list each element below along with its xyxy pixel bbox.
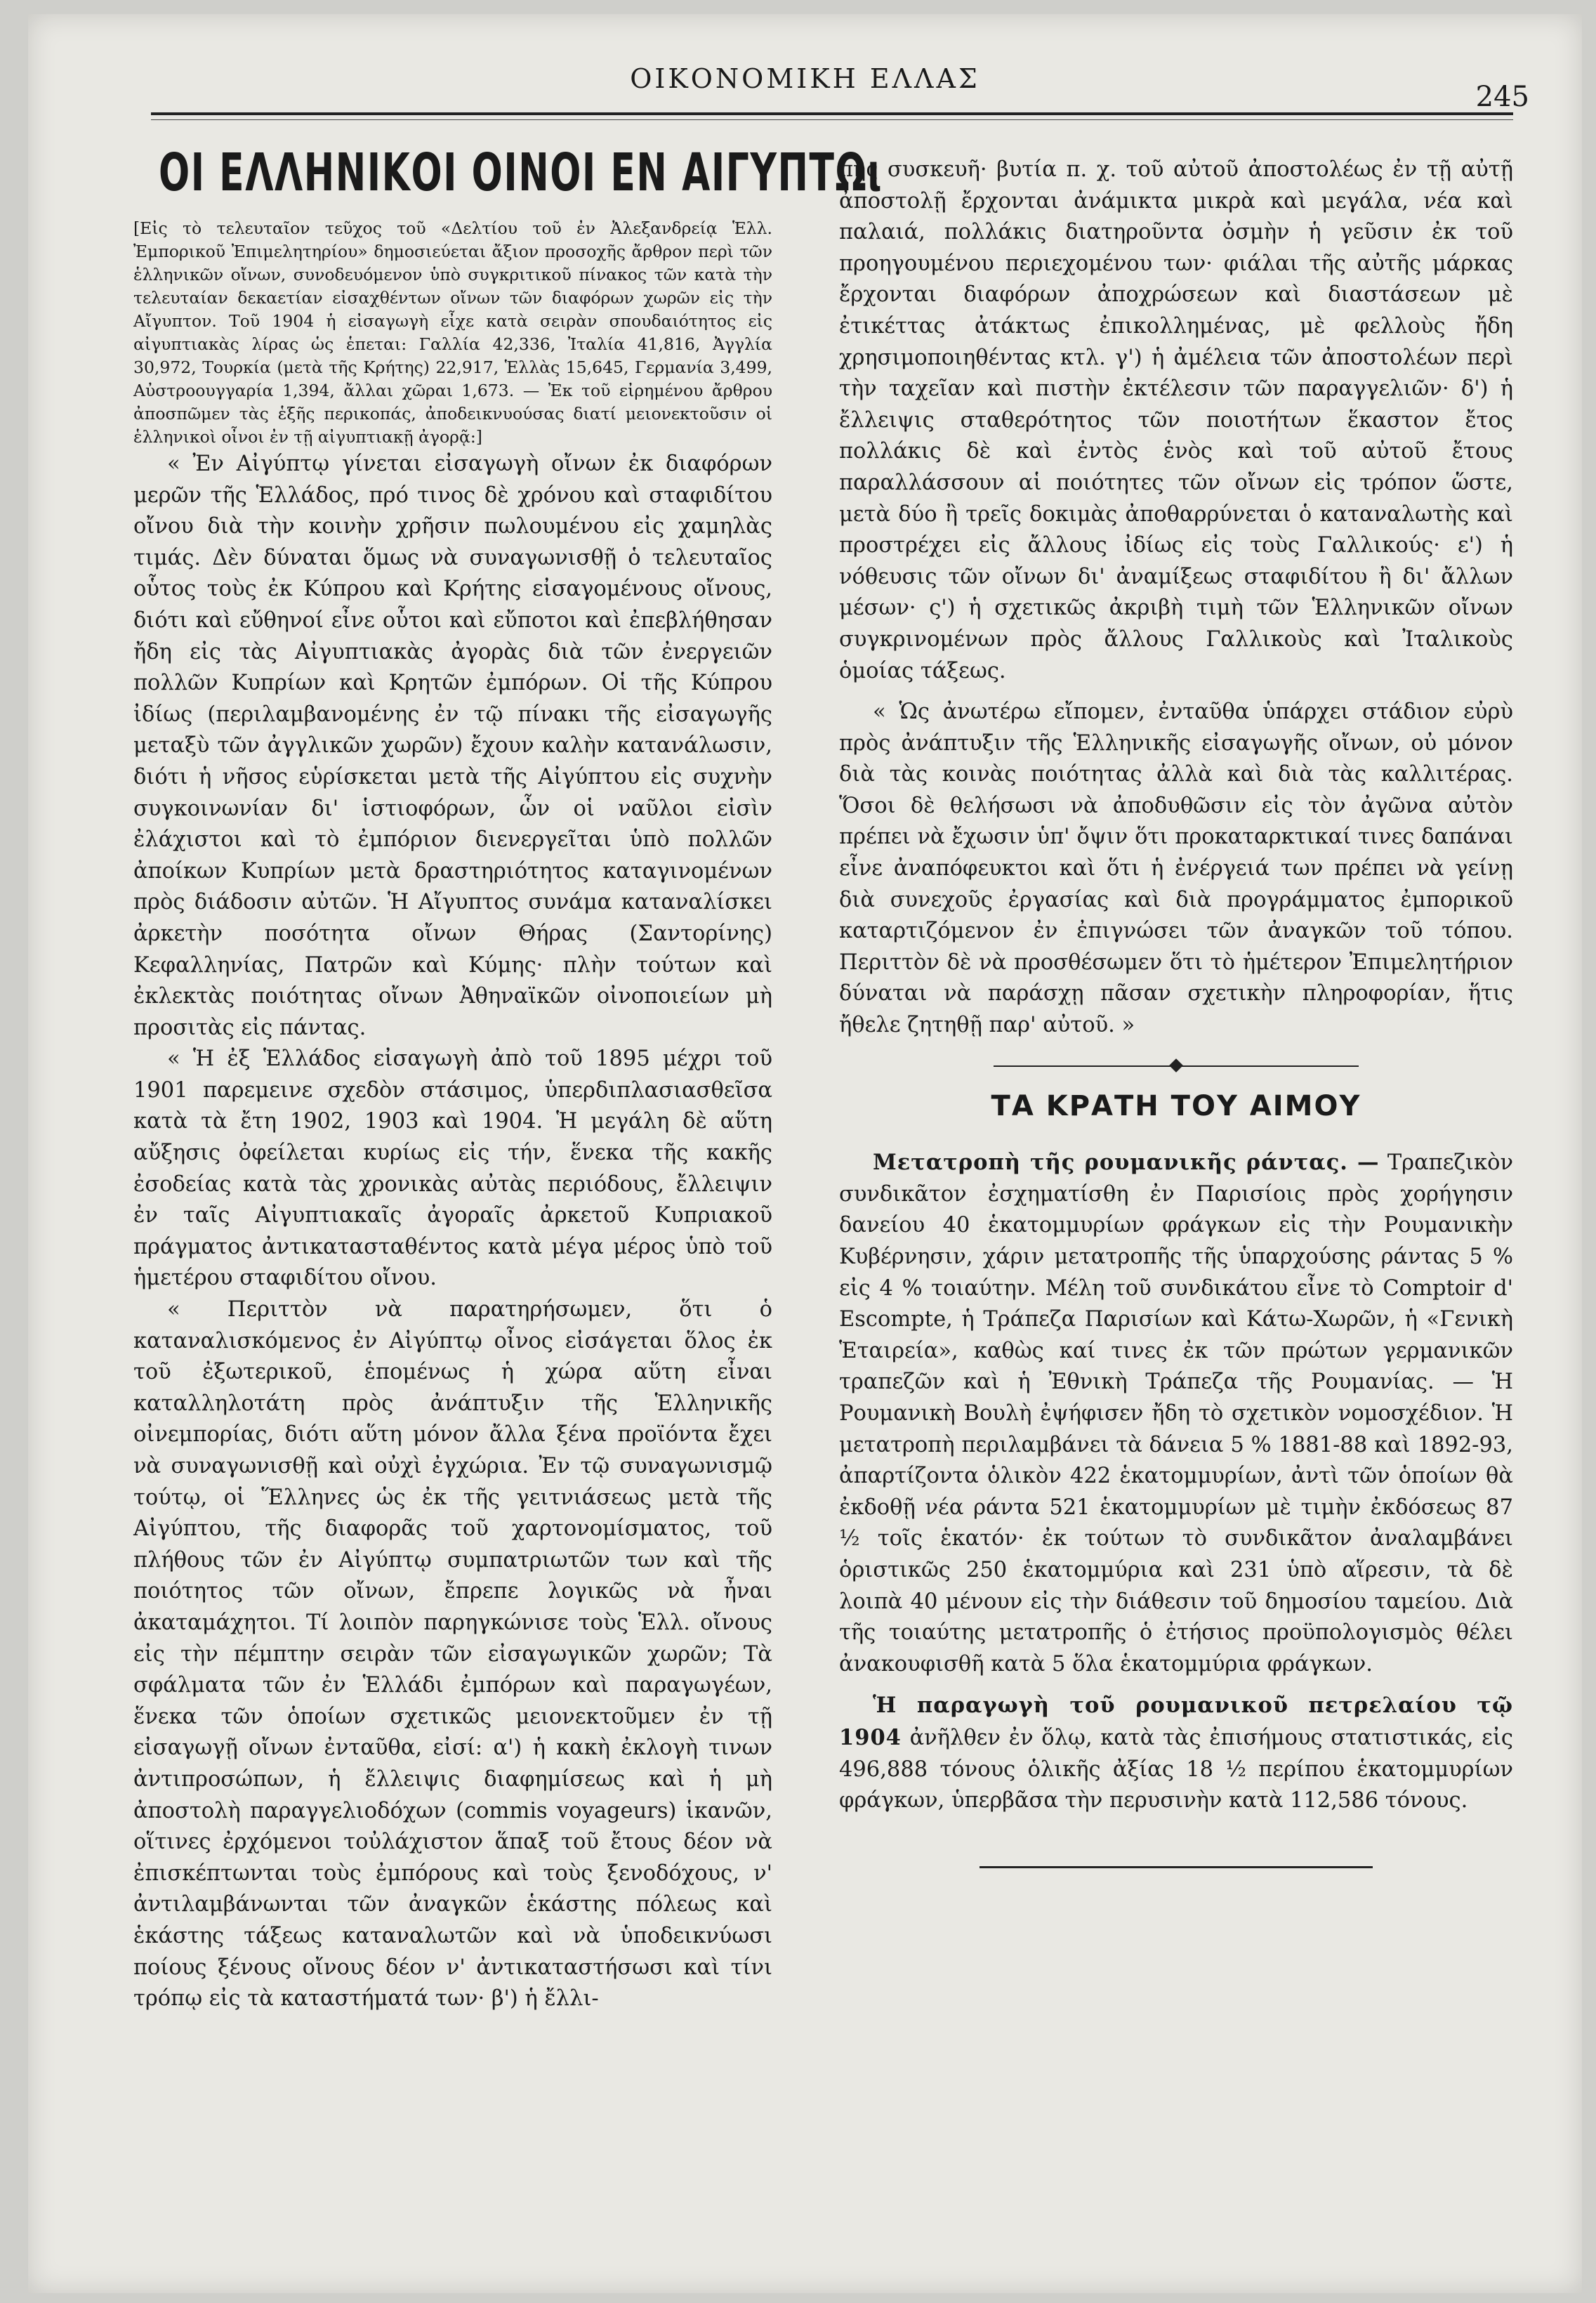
page [28, 14, 1582, 2293]
left-column [133, 137, 883, 2015]
section-title: ΤΑ ΚΡΑΤΗ ΤΟΥ ΑΙΜΟΥ [991, 1089, 1361, 1122]
subsection-text: ἀνῆλθεν ἐν ὅλῳ, κατὰ τὰς ἐπισήμους στατιστικάς, εἰς 496,888 τόνους ὁλικῆς ἀξίας 18 ½ περίπου ἑκατομμυρίων φράγκων, ὑπερβᾶσα τὴν περυσινὴν κατὰ 112,586 τόνους. [839, 1725, 1513, 1813]
paragraph-continued: πὴς συσκευῆ· βυτία π. χ. τοῦ αὐτοῦ ἀποστολέως ἐν τῇ αὐτῇ ἀποστολῇ ἔρχονται ἀνάμικτα μικρὰ καὶ μεγάλα, νέα καὶ παλαιά, πολλάκις διατηροῦντα ὀσμὴν ἡ γεῦσιν ἐκ τοῦ προηγουμένου περιεχομένου των· φιάλαι τῆς αὐτῆς μάρκας ἔρχονται διαφόρων ἀποχρώσεων καὶ διαστάσεων μὲ ἐτικέττας ἀτάκτως ἐπικολλημένας, μὲ φελλοὺς ἤδη χρησιμοποιηθέντας κτλ. γ') ἡ ἀμέλεια τῶν ἀποστολέων περὶ τὴν ταχεῖαν καὶ πιστὴν ἐκτέλεσιν τῶν παραγγελιῶν· δ') ἡ ἔλλειψις σταθερότητος τῶν ποιοτήτων ἕκαστον ἔτος πολλάκις δὲ καὶ ἐντὸς ἑνὸς καὶ τοῦ αὐτοῦ ἔτους παραλλάσσουν αἱ ποιότητες τῶν οἴνων εἰς τρόπον ὥστε, μετὰ δύο ἢ τρεῖς δοκιμὰς ἀποθαρρύνεται ὁ καταναλωτὴς καὶ προστρέχει εἰς ἄλλους ἰδίως εἰς τοὺς Γαλλικούς· ε') ἡ νόθευσις τῶν οἴνων δι' ἀναμίξεως σταφιδίτου ἢ δι' ἄλλων μέσων· ς') ἡ σχετικῶς ἀκριβὴ τιμὴ τῶν Ἑλληνικῶν οἴνων συγκρινομένων πρὸς ἄλλους Γαλλικοὺς καὶ Ἰταλικοὺς ὁμοίας τάξεως. [839, 157, 1513, 683]
right-column [839, 155, 1513, 1868]
subsection-title: Ἡ παραγωγὴ τοῦ ρουμανικοῦ πετρελαίου τῷ 1904 [839, 1693, 1513, 1750]
divider-ornament [1169, 1058, 1183, 1072]
page-number: 245 [1475, 81, 1529, 113]
paragraph: « Ἐν Αἰγύπτῳ γίνεται εἰσαγωγὴ οἴνων ἐκ διαφόρων μερῶν τῆς Ἑλλάδος, πρό τινος δὲ χρόνου καὶ σταφιδίτου οἴνου διὰ τὴν κοινὴν χρῆσιν πωλουμένου εἰς χαμηλὰς τιμάς. Δὲν δύναται ὅμως νὰ συναγωνισθῇ ὁ τελευταῖος οὗτος τοὺς ἐκ Κύπρου καὶ Κρήτης εἰσαγομένους οἴνους, διότι καὶ εὔθηνοί εἶνε οὗτοι καὶ εὔποτοι καὶ ἐπεβλήθησαν ἤδη εἰς τὰς Αἰγυπτιακὰς ἀγορὰς διὰ τῶν ἐνεργειῶν πολλῶν Κυπρίων καὶ Κρητῶν ἐμπόρων. Οἱ τῆς Κύπρου ἰδίως (περιλαμβανομένης ἐν τῷ πίνακι τῆς εἰσαγωγῆς μεταξὺ τῶν ἀγγλικῶν χωρῶν) ἔχουν καλὴν κατανάλωσιν, διότι ἡ νῆσος εὑρίσκεται μετὰ τῆς Αἰγύπτου εἰς συχνὴν συγκοινωνίαν δι' ἱστιοφόρων, ὧν οἱ ναῦλοι εἰσὶν ἐλάχιστοι καὶ τὸ ἐμπόριον διενεργεῖται ὑπὸ πολλῶν ἀποίκων Κυπρίων μετὰ δραστηριότητος καταγινομένων πρὸς διάδοσιν αὐτῶν. Ἡ Αἴγυπτος συνάμα καταναλίσκει ἀρκετὴν ποσότητα οἴνων Θήρας (Σαντορίνης) Κεφαλληνίας, Πατρῶν καὶ Κύμης· πλὴν τούτων καὶ ἐκλεκτὰς ποιότητας οἴνων Ἀθηναϊκῶν οἰνοποιείων μὴ προσιτὰς εἰς πάντας. [133, 452, 772, 1040]
article-title: ΟΙ ΕΛΛΗΝΙΚΟΙ ΟΙΝΟΙ ΕΝ ΑΙΓΥΠΤΩι [159, 143, 883, 203]
subsection-text: Τραπεζικὸν συνδικᾶτον ἐσχηματίσθη ἐν Παρισίοις πρὸς χορήγησιν δανείου 40 ἑκατομμυρίων φράγκων εἰς τὴν Ρουμανικὴν Κυβέρνησιν, χάριν μετατροπῆς τῆς ὑπαρχούσης ράντας 5 % εἰς 4 % τοιαύτην. Μέλη τοῦ συνδικάτου εἶνε τὸ Comptoir d' Escompte, ἡ Τράπεζα Παρισίων καὶ Κάτω-Χωρῶν, ἡ «Γενικὴ Ἑταιρεία», καθὼς καί τινες ἐκ τῶν πρώτων γερμανικῶν τραπεζῶν καὶ ἡ Ἐθνικὴ Τράπεζα τῆς Ρουμανίας. — Ἡ Ρουμανικὴ Βουλὴ ἐψήφισεν ἤδη τὸ σχετικὸν νομοσχέδιον. Ἡ μετατροπὴ περιλαμβάνει τὰ δάνεια 5 % 1881-88 καὶ 1892-93, ἀπαρτίζοντα ὁλικὸν 422 ἑκατομμυρίων, ἀντὶ τῶν ὁποίων θὰ ἐκδοθῇ νέα ράντα 521 ἑκατομμυρίων μὲ τιμὴν ἐκδόσεως 87 ½ τοῖς ἑκατόν· ἐκ τούτων τὸ συνδικᾶτον ἀναλαμβάνει ὁριστικῶς 250 ἑκατομμύρια καὶ 231 ὑπὸ αἵρεσιν, τὰ δὲ λοιπὰ 40 μένουν εἰς τὴν διάθεσιν τοῦ δημοσίου ταμείου. Διὰ τῆς τοιαύτης μετατροπῆς ὁ ἐτήσιος προϋπολογισμὸς θέλει ἀνακουφισθῆ κατὰ 5 ὅλα ἑκατομμύρια φράγκων. [839, 1150, 1513, 1677]
paragraph: « Ἡ ἐξ Ἑλλάδος εἰσαγωγὴ ἀπὸ τοῦ 1895 μέχρι τοῦ 1901 παρεμεινε σχεδὸν στάσιμος, ὑπερδιπλασιασθεῖσα κατὰ τὰ ἔτη 1902, 1903 καὶ 1904. Ἡ μεγάλη δὲ αὕτη αὔξησις ὀφείλεται κυρίως εἰς τήν, ἕνεκα τῆς κακῆς ἐσοδείας κατὰ τὰς χρονικὰς αὐτὰς περιόδους, ἔλλειψιν ἐν ταῖς Αἰγυπτιακαῖς ἀγοραῖς ἀρκετοῦ Κυπριακοῦ πράγματος ἀντικατασταθέντος κατὰ μέγα μέρος ὑπὸ τοῦ ἡμετέρου σταφιδίτου οἴνου. [133, 1046, 772, 1291]
header-rule [151, 112, 1513, 115]
end-rule [980, 1866, 1373, 1868]
article-intro: [Εἰς τὸ τελευταῖον τεῦχος τοῦ «Δελτίου τοῦ ἐν Ἀλεξανδρείᾳ Ἑλλ. Ἐμπορικοῦ Ἐπιμελητηρίου» δημοσιεύεται ἄξιον προσοχῆς ἄρθρον περὶ τῶν ἑλληνικῶν οἴνων, συνοδευόμενον ὑπὸ συγκριτικοῦ πίνακος τῶν κατὰ τὴν τελευταίαν δεκαετίαν εἰσαχθέντων οἴνων τῶν διαφόρων χωρῶν εἰς τὴν Αἴγυπτον. Τοῦ 1904 ἡ εἰσαγωγὴ εἶχε κατὰ σειρὰν σπουδαιότητος εἰς αἰγυπτιακὰς λίρας ὡς ἑπεται: Γαλλία 42,336, Ἰταλία 41,816, Ἀγγλία 30,972, Τουρκία (μετὰ τῆς Κρήτης) 22,917, Ἑλλὰς 15,645, Γερμανία 3,499, Αὐστροουγγαρία 1,394, ἄλλαι χῶραι 1,673. — Ἐκ τοῦ εἰρημένου ἄρθρου ἀποσπῶμεν τὰς ἑξῆς περικοπάς, ἀποδεικνυούσας διατί μειονεκτοῦσιν οἱ ἑλληνικοὶ οἶνοι ἐν τῇ αἰγυπτιακῇ ἀγορᾷ:] [133, 218, 772, 447]
subsection-title: Μετατροπὴ τῆς ρουμανικῆς ράντας. — [873, 1150, 1380, 1176]
paragraph: « Ὡς ἀνωτέρω εἴπομεν, ἐνταῦθα ὑπάρχει στάδιον εὐρὺ πρὸς ἀνάπτυξιν τῆς Ἑλληνικῆς εἰσαγωγῆς οἴνων, οὐ μόνον διὰ τὰς κοινὰς ποιότητας ἀλλὰ καὶ διὰ τὰς καλλιτέρας. Ὅσοι δὲ θελήσωσι νὰ ἀποδυθῶσιν εἰς τὸν ἀγῶνα αὐτὸν πρέπει νὰ ἔχωσιν ὑπ' ὄψιν ὅτι προκαταρκτικαί τινες δαπάναι εἶνε ἀναπόφευκτοι καὶ ὅτι ἡ ἐνέργειά των πρέπει νὰ γείνῃ διὰ συνεχοῦς ἐργασίας καὶ διὰ προγράμματος ἐμπορικοῦ καταρτιζόμενον ἐν ἐπιγνώσει τῶν ἀναγκῶν τοῦ τόπου. Περιττὸν δὲ νὰ προσθέσωμεν ὅτι τὸ ἡμέτερον Ἐπιμελητήριον δύναται νὰ παράσχῃ πᾶσαν σχετικὴν πληροφορίαν, ἥτις ἤθελε ζητηθῇ παρ' αὐτοῦ. » [839, 700, 1513, 1038]
section-divider [994, 1065, 1359, 1067]
paragraph: « Περιττὸν νὰ παρατηρήσωμεν, ὅτι ὁ καταναλισκόμενος ἐν Αἰγύπτῳ οἶνος εἰσάγεται ὅλος ἐκ τοῦ ἐξωτερικοῦ, ἑπομένως ἡ χώρα αὕτη εἶναι καταλληλοτάτη πρὸς ἀνάπτυξιν τῆς Ἑλληνικῆς οἰνεμπορίας, διότι αὕτη μόνον ἄλλα ξένα προϊόντα ἔχει νὰ συναγωνισθῇ καὶ οὐχὶ ἐγχώρια. Ἐν τῷ συναγωνισμῷ τούτῳ, οἱ Ἕλληνες ὡς ἐκ τῆς γειτνιάσεως μετὰ τῆς Αἰγύπτου, τῆς διαφορᾶς τοῦ χαρτονομίσματος, τοῦ πλήθους τῶν ἐν Αἰγύπτῳ συμπατριωτῶν των καὶ τῆς ποιότητος τῶν οἴνων, ἔπρεπε λογικῶς νὰ ἦναι ἀκαταμάχητοι. Τί λοιπὸν παρηγκώνισε τοὺς Ἑλλ. οἴνους εἰς τὴν πέμπτην σειρὰν τῶν εἰσαγωγικῶν χωρῶν; Τὰ σφάλματα τῶν ἐν Ἑλλάδι ἐμπόρων καὶ παραγωγέων, ἕνεκα τῶν ὁποίων σχετικῶς μειονεκτοῦμεν ἐν τῇ εἰσαγωγῇ οἴνων ἐνταῦθα, εἰσί: α') ἡ κακὴ ἐκλογὴ τινων ἀντιπροσώπων, ἡ ἔλλειψις διαφημίσεως καὶ ἡ μὴ ἀποστολὴ παραγγελιοδόχων (commis voyageurs) ἱκανῶν, οἵτινες ἐρχόμενοι τοὐλάχιστον ἅπαξ τοῦ ἔτους δέον νὰ ἐπισκέπτωνται τοὺς ἐμπόρους καὶ τοὺς ξενοδόχους, ν' ἀντιλαμβάνωνται τῶν ἀναγκῶν ἑκάστης πόλεως καὶ ἑκάστης τάξεως καταναλωτῶν καὶ νὰ ὑποδεικνύωσι ποίους ξένους οἴνους δέον ν' ἀντικαταστήσωσι καὶ τίνι τρόπῳ εἰς τὰ καταστήματά των· β') ἡ ἔλλι- [133, 1297, 772, 2012]
running-title: ΟΙΚΟΝΟΜΙΚΗ ΕΛΛΑΣ [630, 63, 980, 94]
header-rule-thin [151, 119, 1513, 120]
